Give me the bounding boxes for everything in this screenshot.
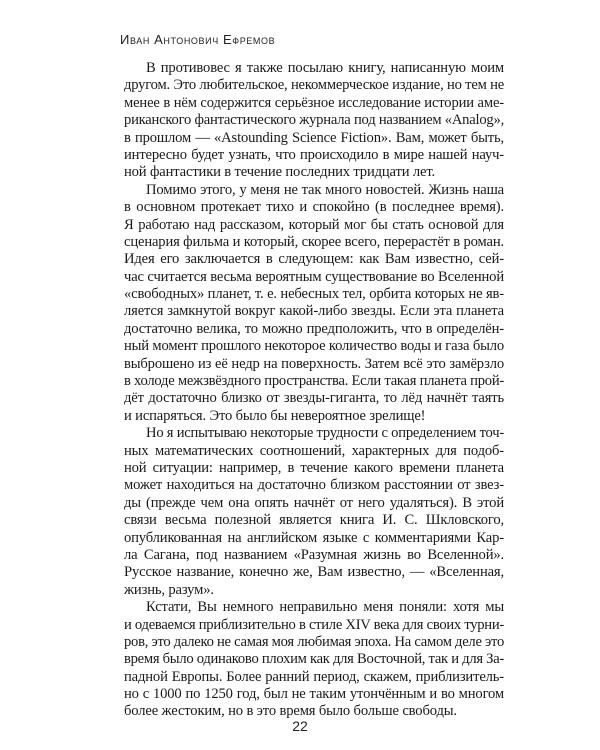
text-line: Помимо этого, у меня не так много новостей. Жизнь наша [146,181,504,198]
text-line: В противовес я также посылаю книгу, написанную моим [146,60,504,76]
text-line: интересно будет узнать, что происходило в мире нашей науч- [124,146,504,163]
text-line: ной ситуации: например, в течение какого времени планета [124,459,504,476]
text-line: Кстати, Вы немного неправильно меня поняли: хотя мы [146,599,504,616]
text-line: в прошлом — «Astounding Science Fiction». Вам, может быть, [124,129,504,146]
text-line: время было одинаково плохим как для Восточной, так и для За- [124,651,504,668]
text-line: более жестоким, но в это время было больше свободы. [124,703,457,720]
paragraph [124,60,504,182]
text-line: ды (прежде чем она опять начнёт от него удаляться). В этой [124,494,504,511]
text-line: ла Сагана, под названием «Разумная жизнь во Вселенной». [124,546,504,563]
text-line: «свободных» планет, т. е. небесных тел, орбита которых не яв- [124,286,504,303]
text-line: связи весьма полезной является книга И. С. Шкловского, [124,512,504,529]
text-line: ров, это далеко не самая моя любимая эпоха. На самом деле это [124,633,504,650]
text-line: Но я испытываю некоторые трудности с определением точ- [146,425,504,442]
text-line: и испаряться. Это было бы невероятное зрелище! [124,407,426,424]
text-line: опубликованная на английском языке с комментариями Кар- [124,529,504,546]
text-line: Я работаю над рассказом, который мог бы стать основой для [124,216,504,233]
paragraph [124,425,504,599]
text-line: Идея его заключается в следующем: как Вам известно, сей- [124,251,504,268]
text-line: ный момент прошлого некоторое количество воды и газа было [124,338,504,355]
text-line: риканского фантастического журнала под названием «Analog», [124,112,504,129]
text-line: жизнь, разум». [124,581,214,598]
page-number: 22 [292,718,308,734]
paragraph [124,599,504,721]
paragraph [124,182,504,425]
text-line: ляется замкнутой вокруг какой-либо звезды. Если эта планета [124,303,504,320]
text-line: в основном протекает тихо и спокойно (в последнее время). [124,199,504,216]
text-line: сценария фильма и который, скорее всего, перерастёт в роман. [124,233,504,250]
text-line: достаточно велика, то можно предположить, что в определён- [124,320,504,337]
text-line: в холоде межзвёздного пространства. Если такая планета прой- [124,373,504,390]
running-header: Иван Антонович Ефремов [120,32,276,47]
text-line: менее в нём содержится серьёзное исследование истории аме- [124,94,504,111]
text-line: ных математических соотношений, характерных для подоб- [124,442,504,459]
text-line: час считается весьма вероятным существование во Вселенной [124,268,504,285]
text-line: другом. Это любительское, некоммерческое издание, но тем не [124,77,504,94]
text-line: Русское название, конечно же, Вам известно, — «Вселенная, [124,564,504,581]
text-line: выброшено из её недр на поверхность. Затем всё это замёрзло [124,355,504,372]
body-text [124,60,504,721]
text-line: но с 1000 по 1250 год, был не таким утончённым и во многом [124,686,504,703]
text-line: падной Европы. Более ранний период, скажем, приблизитель- [124,668,504,685]
text-line: дёт достаточно близко от звезды-гиганта, то лёд начнёт таять [124,390,504,407]
text-line: и одеваемся приблизительно в стиле XIV века для своих турни- [124,616,504,633]
text-line: ной фантастики в течение последних тридцати лет. [124,164,435,181]
text-line: может находиться на достаточно близком расстоянии от звез- [124,477,504,494]
